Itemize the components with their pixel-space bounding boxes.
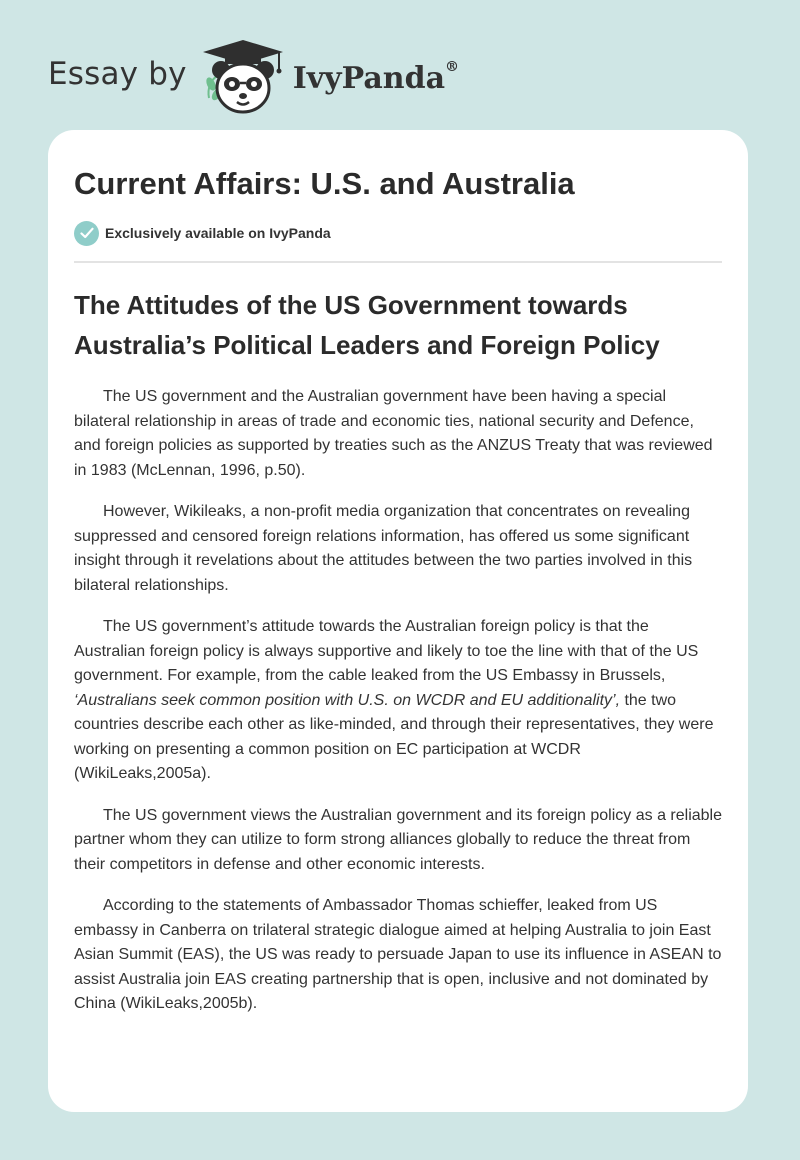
panda-graduate-logo-icon[interactable] (197, 36, 289, 116)
section-heading: The Attitudes of the US Government towards Australia’s Political Leaders and Foreign Policy (74, 290, 660, 360)
check-circle-icon (74, 221, 99, 246)
paragraph-5: According to the statements of Ambassador Thomas schieffer, leaked from US embassy in Canberra on trilateral strategic dialogue aimed at helping Australia to join East Asian Summit (EAS), the US was ready to persuade Japan to use its influence in ASEAN to assist Australia join EAS creating partnership that is open, inclusive and not dominated by China (WikiLeaks,2005b). (74, 897, 722, 1012)
essay-by-label: Essay by (48, 56, 187, 92)
essay-card (48, 130, 748, 1112)
cable-title-quote: ‘Australians seek common position with U.S. on WCDR and EU additionality’, (74, 691, 621, 709)
paragraph-4: The US government views the Australian government and its foreign policy as a reliable partner whom they can utilize to form strong alliances globally to reduce the threat from their competitors in defense and other economic interests. (74, 806, 722, 873)
paragraph-1: The US government and the Australian government have been having a special bilateral relationship in areas of trade and economic ties, national security and Defence, and foreign policies as supported by treaties such as the ANZUS Treaty that was reviewed in 1983 (McLennan, 1996, p.50). (74, 388, 713, 479)
paragraph-2: However, Wikileaks, a non-profit media organization that concentrates on revealing suppressed and censored foreign relations information, has offered us some significant insight through it revelations about the attitudes between the two parties involved in this bilateral relationships. (74, 503, 693, 594)
exclusive-badge (74, 220, 722, 246)
paragraph-3 (74, 615, 722, 787)
paragraph-3-text-end: the two countries describe each other as like-minded, and through their representatives, they were working on presenting a common position on EC participation at WCDR (WikiLeaks,2005a). (74, 691, 714, 782)
page-title: Current Affairs: U.S. and Australia (74, 166, 575, 201)
exclusive-label: Exclusively available on IvyPanda (105, 225, 331, 241)
brand-name[interactable]: IvyPanda® (292, 58, 460, 96)
site-header (48, 36, 459, 116)
divider (74, 261, 722, 263)
paragraph-3-text-start: The US government’s attitude towards the Australian foreign policy is that the Australian foreign policy is always supportive and likely to toe the line with that of the US government. For example, from the cable leaked from the US Embassy in Brussels, (74, 618, 699, 684)
